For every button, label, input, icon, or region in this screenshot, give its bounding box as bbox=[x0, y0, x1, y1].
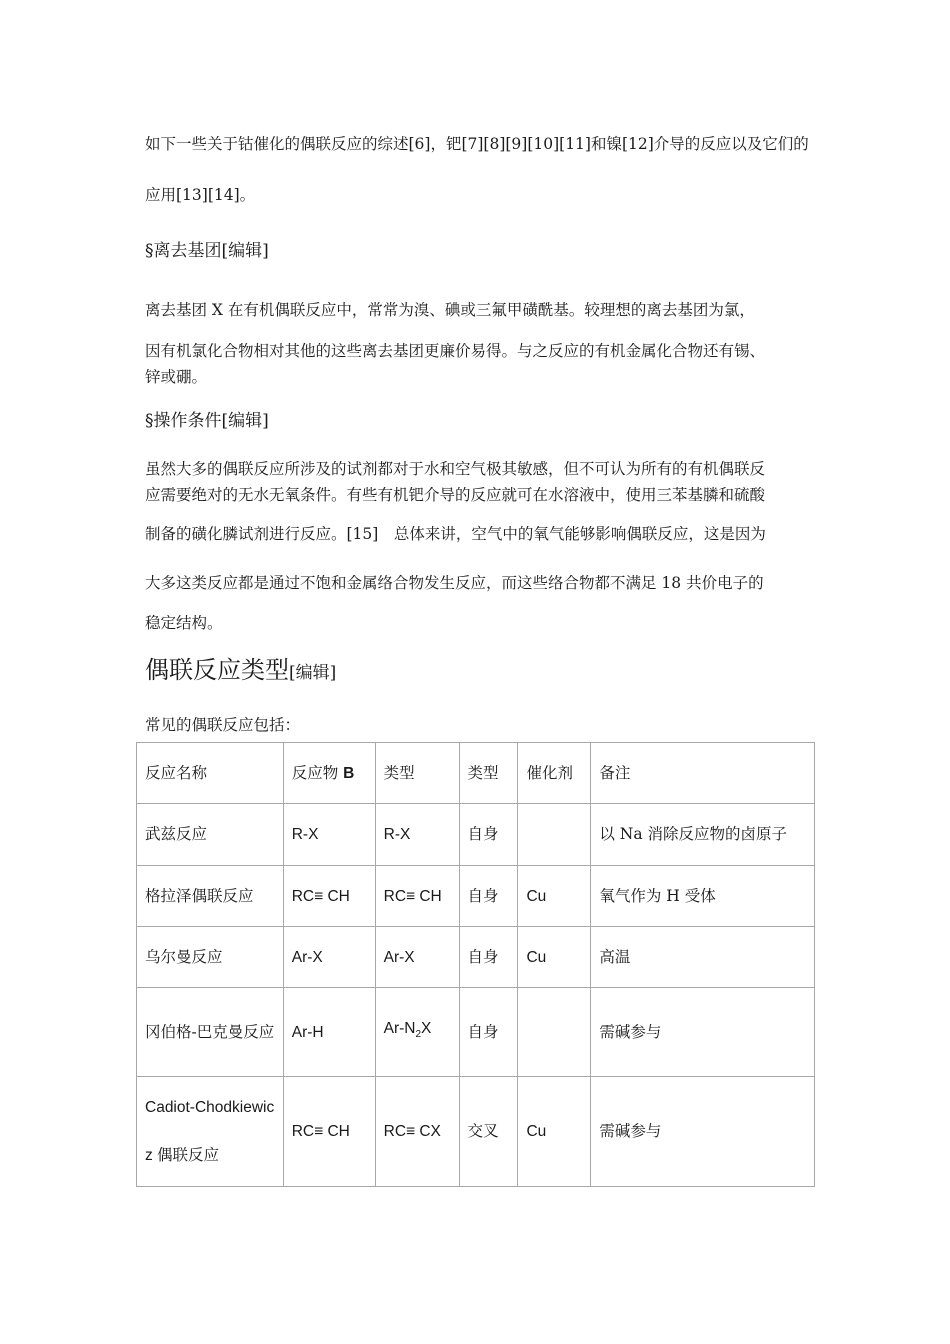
leaving-group-line-1: 离去基团 X 在有机偶联反应中，常常为溴、碘或三氟甲磺酰基。较理想的离去基团为氯， bbox=[145, 301, 755, 319]
table-cell: 格拉泽偶联反应 bbox=[137, 866, 284, 927]
table-cell: RC≡ CH bbox=[283, 1077, 375, 1187]
conditions-line-1: 虽然大多的偶联反应所涉及的试剂都对于水和空气极其敏感，但不可认为所有的有机偶联反 bbox=[145, 460, 766, 478]
header-cell: 类型 bbox=[375, 743, 459, 804]
header-cell: 备注 bbox=[591, 743, 815, 804]
table-cell: RC≡ CH bbox=[375, 866, 459, 927]
header-cell: 催化剂 bbox=[518, 743, 591, 804]
leaving-group-heading: §离去基团[编辑] bbox=[145, 241, 269, 261]
table-cell: R-X bbox=[283, 804, 375, 866]
table-cell: 乌尔曼反应 bbox=[137, 927, 284, 988]
table-cell bbox=[518, 988, 591, 1077]
table-cell: 以 Na 消除反应物的卤原子 bbox=[591, 804, 815, 866]
table-cell: Cu bbox=[518, 1077, 591, 1187]
table-cell: 自身 bbox=[459, 927, 518, 988]
conditions-line-4: 大多这类反应都是通过不饱和金属络合物发生反应，而这些络合物都不满足 18 共价电子的 bbox=[145, 574, 764, 592]
table-cell: 武兹反应 bbox=[137, 804, 284, 866]
table-row bbox=[137, 804, 815, 866]
conditions-line-5: 稳定结构。 bbox=[145, 614, 223, 632]
table-cell: Ar-X bbox=[375, 927, 459, 988]
table-cell: 自身 bbox=[459, 988, 518, 1077]
table-cell: Cu bbox=[518, 927, 591, 988]
reactant-formula-tail: X bbox=[421, 1020, 432, 1038]
table-cell: Cadiot-Chodkiewicz 偶联反应 bbox=[137, 1077, 284, 1187]
table-cell: 自身 bbox=[459, 804, 518, 866]
table-cell: 需碱参与 bbox=[591, 988, 815, 1077]
intro-paragraph-line-1: 如下一些关于钴催化的偶联反应的综述[6]，钯[7][8][9][10][11]和镍[12]介导的反应以及它们的 bbox=[145, 135, 809, 153]
subscript: 2 bbox=[415, 1029, 422, 1041]
table-cell: 高温 bbox=[591, 927, 815, 988]
header-cell: 类型 bbox=[459, 743, 518, 804]
table-cell: R-X bbox=[375, 804, 459, 866]
conditions-line-3: 制备的磺化膦试剂进行反应。[15] 总体来讲，空气中的氧气能够影响偶联反应，这是因为 bbox=[145, 525, 766, 543]
table-header-row bbox=[137, 743, 815, 804]
table-cell: RC≡ CH bbox=[283, 866, 375, 927]
table-row bbox=[137, 1077, 815, 1187]
reactant-formula: Ar-N bbox=[383, 1020, 416, 1038]
table-cell: Ar-H bbox=[283, 988, 375, 1077]
table-cell: 自身 bbox=[459, 866, 518, 927]
header-cell: 反应名称 bbox=[137, 743, 284, 804]
edit-link[interactable]: [编辑] bbox=[289, 663, 337, 683]
conditions-line-2: 应需要绝对的无水无氧条件。有些有机钯介导的反应就可在水溶液中，使用三苯基膦和硫酸 bbox=[145, 486, 766, 504]
table-row bbox=[137, 927, 815, 988]
leaving-group-line-3: 锌或硼。 bbox=[145, 368, 208, 386]
table-row bbox=[137, 866, 815, 927]
table-cell: Ar-X bbox=[283, 927, 375, 988]
table-cell: 需碱参与 bbox=[591, 1077, 815, 1187]
table-cell: 交叉 bbox=[459, 1077, 518, 1187]
intro-paragraph-line-2: 应用[13][14]。 bbox=[145, 186, 256, 204]
table-cell bbox=[375, 988, 459, 1077]
header-cell: 反应物 B bbox=[283, 743, 375, 804]
conditions-heading: §操作条件[编辑] bbox=[145, 411, 269, 431]
table-cell: 氧气作为 H 受体 bbox=[591, 866, 815, 927]
table-cell: 冈伯格-巴克曼反应 bbox=[137, 988, 284, 1077]
coupling-types-heading bbox=[145, 650, 336, 685]
coupling-types-heading-text: 偶联反应类型 bbox=[145, 656, 289, 684]
table-cell bbox=[518, 804, 591, 866]
coupling-types-intro: 常见的偶联反应包括： bbox=[145, 716, 301, 734]
table-cell: Cu bbox=[518, 866, 591, 927]
leaving-group-line-2: 因有机氯化合物相对其他的这些离去基团更廉价易得。与之反应的有机金属化合物还有锡、 bbox=[145, 342, 766, 360]
table-cell: RC≡ CX bbox=[375, 1077, 459, 1187]
table-row bbox=[137, 988, 815, 1077]
coupling-reactions-table bbox=[136, 742, 815, 1187]
